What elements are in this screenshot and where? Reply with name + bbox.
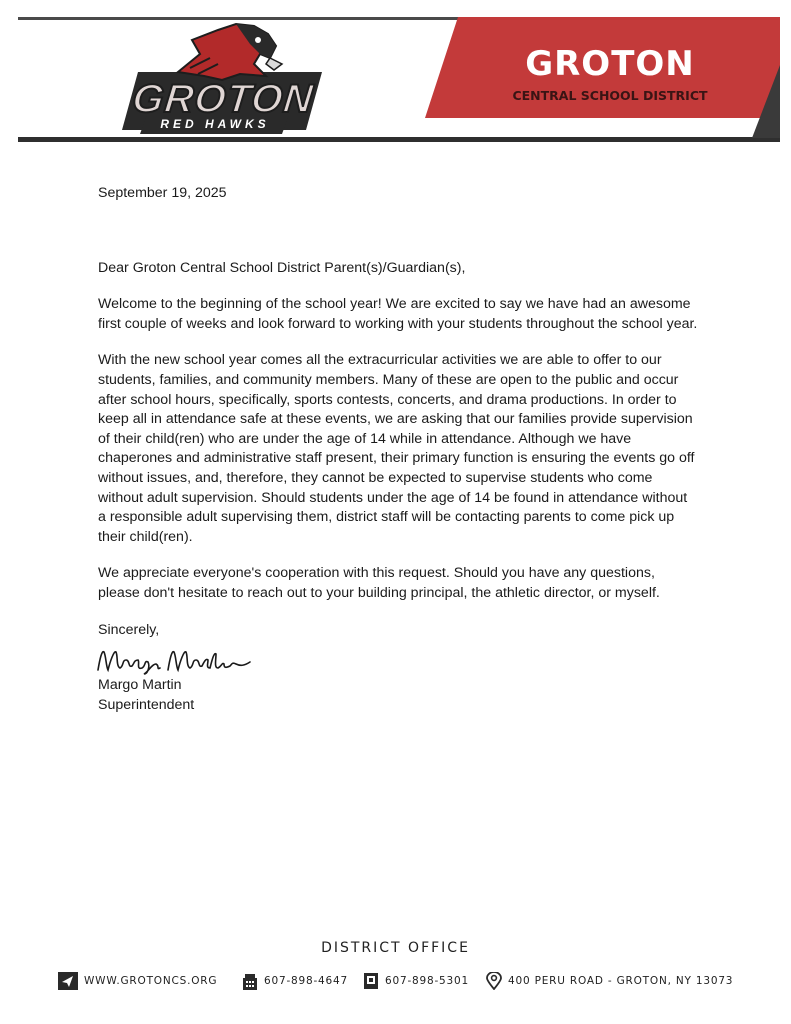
paragraph-supervision: With the new school year comes all the extracurricular activities we are able to offer to our students, families, and community members. Many of these are open to the public and occur after school hours, specifically, sports contests, concerts, and drama productions. In order to keep all in attendance safe at these events, we are asking that our families provide supervision of their child(ren) who are under the age of 14 while in attendance. Although we have chaperones and administrative staff present, their primary function is ensuring the events go off without issues, and, therefore, they cannot be expected to supervise students who come without adult supervision. Should students under the age of 14 be found in attendance without a responsible adult supervising them, district staff will be contacting parents to come pick up their child(ren). — [98, 352, 695, 545]
website-text: WWW.GROTONCS.ORG — [84, 975, 218, 987]
footer-title: DISTRICT OFFICE — [321, 940, 470, 956]
send-icon — [58, 972, 78, 990]
logo-subtitle: RED HAWKS — [160, 117, 270, 131]
fax-text: 607-898-5301 — [385, 975, 469, 987]
footer-phone — [242, 970, 348, 992]
fax-icon — [363, 972, 379, 990]
letter-date: September 19, 2025 — [98, 185, 227, 201]
footer-contacts — [58, 970, 738, 992]
address-text: 400 PERU ROAD - GROTON, NY 13073 — [508, 975, 734, 987]
letter-body — [98, 184, 698, 715]
location-pin-icon — [486, 972, 502, 990]
signer-title: Superintendent — [98, 696, 195, 713]
footer-fax — [363, 970, 469, 992]
phone-text: 607-898-4647 — [264, 975, 348, 987]
paragraph-cooperation: We appreciate everyone's cooperation with this request. Should you have any questions, please don't hesitate to reach out to your building principal, the athletic director, or myself. — [98, 565, 660, 601]
logo-wordmark: GROTON — [130, 77, 316, 121]
signer-name: Margo Martin — [98, 677, 182, 694]
closing: Sincerely, — [98, 621, 160, 638]
footer-address — [486, 970, 733, 992]
letterhead — [0, 0, 791, 150]
district-name: GROTON — [525, 44, 695, 84]
footer-website[interactable] — [58, 970, 217, 992]
salutation: Dear Groton Central School District Parent(s)/Guardian(s), — [98, 259, 466, 276]
phone-icon — [242, 972, 258, 990]
handwritten-signature — [94, 644, 254, 678]
district-subtitle: CENTRAL SCHOOL DISTRICT — [512, 88, 708, 103]
paragraph-welcome: Welcome to the beginning of the school year! We are excited to say we have had an awesome first couple of weeks and look forward to working with your students throughout the school year. — [98, 296, 698, 332]
